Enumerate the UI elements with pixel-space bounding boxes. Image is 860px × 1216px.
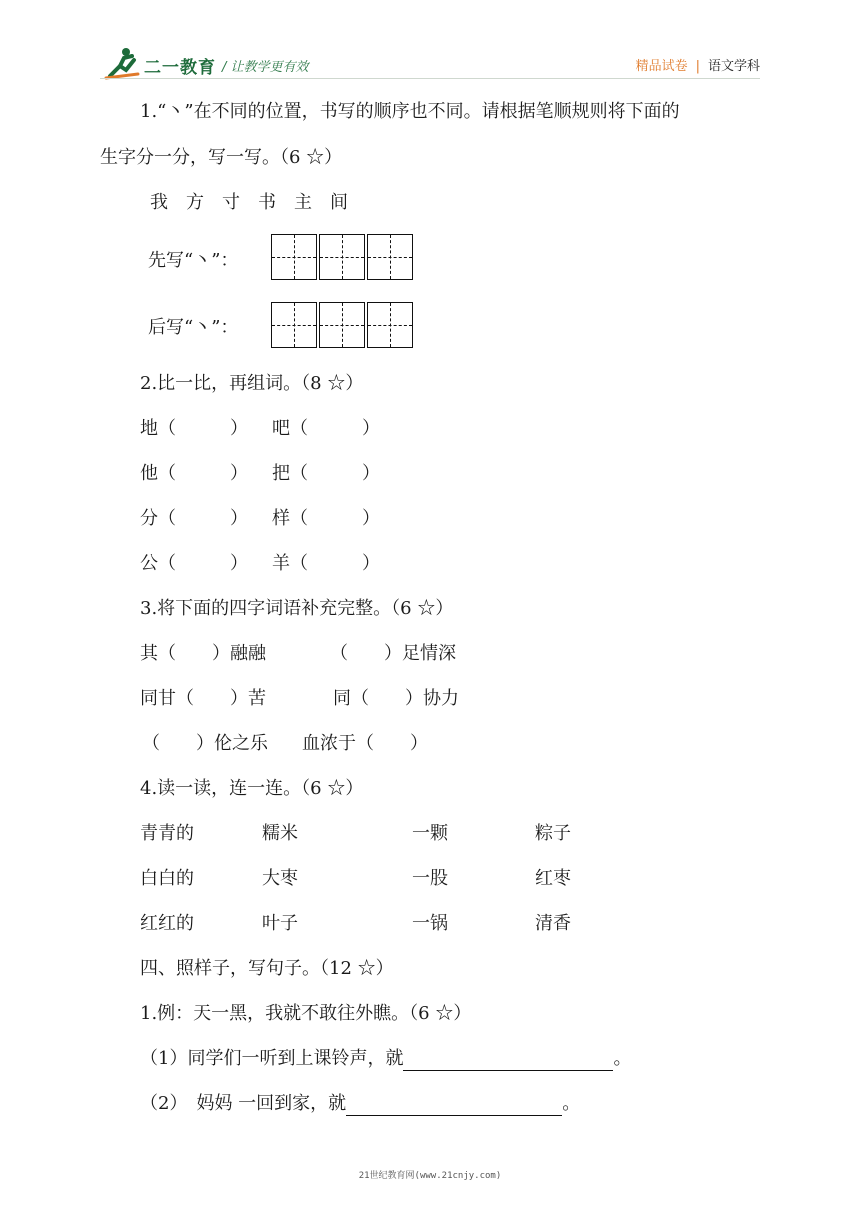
- q4-cell: 青青的: [140, 823, 194, 844]
- item2-suffix: 。: [562, 1093, 581, 1114]
- q4-cell: 一锅: [412, 913, 448, 934]
- q4-cell: 一颗: [412, 823, 448, 844]
- q4-cell: 糯米: [262, 823, 298, 844]
- q4-cell: 清香: [535, 913, 571, 934]
- brand-label: 精品试卷: [635, 59, 688, 74]
- writing-box[interactable]: [319, 234, 365, 280]
- sentence-item-1: [140, 1047, 631, 1071]
- q3-item: （ ）伦之乐: [142, 733, 268, 754]
- section4-title: 四、照样子，写句子。（12 ☆）: [140, 958, 394, 979]
- q4-cell: 粽子: [535, 823, 571, 844]
- q2-item: 样（ ）: [272, 508, 380, 529]
- q3-title: 3.将下面的四字词语补充完整。（6 ☆）: [140, 598, 454, 619]
- writing-box[interactable]: [271, 302, 317, 348]
- q2-item: 地（ ）: [140, 418, 248, 439]
- char: 书: [258, 192, 276, 213]
- q4-cell: 叶子: [262, 913, 298, 934]
- item2-prefix: （2） 妈妈 一回到家，就: [140, 1093, 347, 1114]
- q4-title: 4.读一读，连一连。（6 ☆）: [140, 778, 364, 799]
- header-logo: [104, 46, 364, 82]
- q4-cell: 红枣: [535, 868, 571, 889]
- q2-item: 公（ ）: [140, 553, 248, 574]
- item1-prefix: （1）同学们一听到上课铃声，就: [140, 1048, 404, 1069]
- char: 我: [150, 192, 168, 213]
- header-divider: [100, 78, 760, 79]
- subject-label: 语文学科: [707, 59, 760, 74]
- q2-item: 吧（ ）: [272, 418, 380, 439]
- q3-item: 其（ ）融融: [140, 643, 266, 664]
- after-dot-label: 后写“丶”：: [148, 317, 239, 338]
- char: 方: [186, 192, 204, 213]
- runner-logo-icon: [104, 46, 142, 80]
- sentence-item-2: [140, 1092, 580, 1116]
- q1-line1: 1.“丶”在不同的位置，书写的顺序也不同。请根据笔顺规则将下面的: [140, 101, 680, 122]
- item1-suffix: 。: [613, 1048, 632, 1069]
- char: 间: [330, 192, 348, 213]
- writing-box[interactable]: [271, 234, 317, 280]
- first-dot-label: 先写“丶”：: [148, 250, 239, 271]
- q2-item: 把（ ）: [272, 463, 380, 484]
- footer: 21世纪教育网(www.21cnjy.com): [358, 1171, 502, 1181]
- q3-item: （ ）足情深: [330, 643, 456, 664]
- q4-cell: 红红的: [140, 913, 194, 934]
- example-sentence: 1.例：天一黑，我就不敢往外瞧。（6 ☆）: [140, 1003, 472, 1024]
- q3-item: 同甘（ ）苦: [140, 688, 266, 709]
- slogan: / 让教学更有效: [222, 60, 309, 75]
- q4-cell: 一股: [412, 868, 448, 889]
- q2-item: 分（ ）: [140, 508, 248, 529]
- answer-blank[interactable]: [346, 1095, 562, 1116]
- header-separator: |: [695, 59, 700, 74]
- q3-item: 同（ ）协力: [333, 688, 459, 709]
- q2-item: 他（ ）: [140, 463, 248, 484]
- logo-text: 二一教育: [144, 58, 216, 78]
- char: 寸: [222, 192, 240, 213]
- writing-box[interactable]: [319, 302, 365, 348]
- answer-blank[interactable]: [403, 1050, 613, 1071]
- writing-box[interactable]: [367, 234, 413, 280]
- q2-item: 羊（ ）: [272, 553, 380, 574]
- q1-characters: [150, 191, 348, 215]
- q2-title: 2.比一比，再组词。（8 ☆）: [140, 373, 364, 394]
- q4-cell: 大枣: [262, 868, 298, 889]
- q3-item: 血浓于（ ）: [302, 733, 428, 754]
- header-right: [636, 55, 760, 74]
- char: 主: [294, 192, 312, 213]
- writing-box[interactable]: [367, 302, 413, 348]
- q1-line2: 生字分一分，写一写。（6 ☆）: [100, 147, 343, 168]
- q4-cell: 白白的: [140, 868, 194, 889]
